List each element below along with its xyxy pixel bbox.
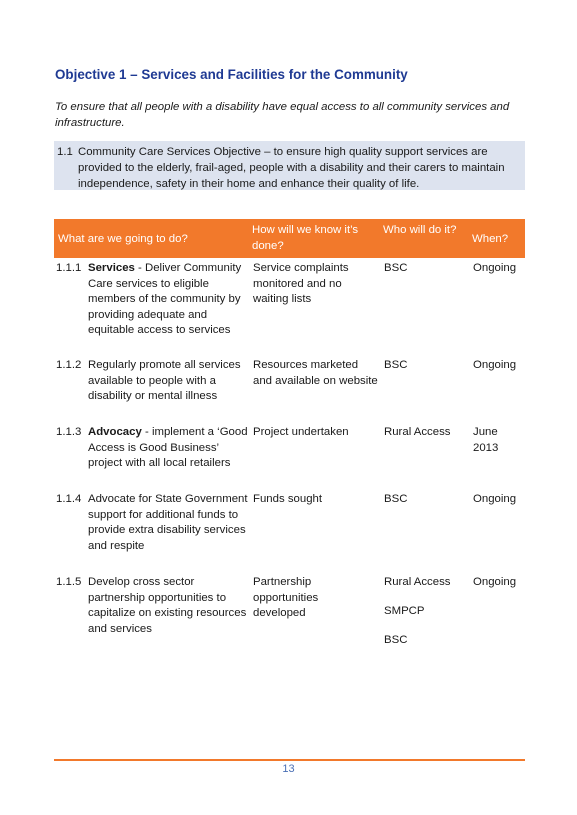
row-action-text: - Deliver Community Care services to eligible members of the community by providing adequate and equitable access to services <box>88 262 242 336</box>
header-what: What are we going to do? <box>58 233 188 245</box>
row-measure: Partnership opportunities developed <box>253 576 319 619</box>
table-header <box>54 219 525 258</box>
row-responsible: BSC <box>384 493 408 505</box>
footer-divider <box>54 759 525 761</box>
row-timing: June 2013 <box>473 426 499 454</box>
row-action: Regularly promote all services available to people with a disability or mental illness <box>88 359 241 402</box>
header-who: Who will do it? <box>383 224 457 236</box>
objective-intro: To ensure that all people with a disability have equal access to all community services and infrastructure. <box>55 101 510 129</box>
row-measure: Project undertaken <box>253 426 349 438</box>
row-action <box>88 261 248 339</box>
row-action <box>88 425 248 472</box>
page-number: 13 <box>282 763 295 775</box>
row-number: 1.1.2 <box>56 359 82 371</box>
row-responsible: BSC <box>384 359 408 371</box>
row-timing: Ongoing <box>473 493 517 505</box>
row-action: Advocate for State Government support for additional funds to provide extra disability services and respite <box>88 493 248 552</box>
row-measure: Resources marketed and available on website <box>253 359 378 387</box>
row-action-text: - implement a ‘Good Access is Good Business’ project with all local retailers <box>88 426 248 469</box>
row-number: 1.1.5 <box>56 576 82 588</box>
row-action-keyword: Advocacy <box>88 426 142 438</box>
row-timing: Ongoing <box>473 576 517 588</box>
header-when: When? <box>472 233 509 245</box>
row-number: 1.1.1 <box>56 262 82 274</box>
row-timing: Ongoing <box>473 262 517 274</box>
row-action: Develop cross sector partnership opportunities to capitalize on existing resources and services <box>88 576 247 635</box>
row-responsible: Rural Access <box>384 576 451 588</box>
header-how: How will we know it’s done? <box>252 224 359 252</box>
sub-objective-text: Community Care Services Objective – to ensure high quality support services are provided to the elderly, frail-aged, people with a disability and their carers to maintain independence, safety in their home and enhance their quality of life. <box>78 146 505 190</box>
row-measure: Funds sought <box>253 493 323 505</box>
sub-objective-number: 1.1 <box>57 146 73 158</box>
row-responsible: BSC <box>384 634 408 646</box>
row-responsible: Rural Access <box>384 426 451 438</box>
row-responsible: BSC <box>384 262 408 274</box>
sub-objective-box <box>54 141 525 190</box>
row-number: 1.1.3 <box>56 426 82 438</box>
row-responsible: SMPCP <box>384 605 425 617</box>
row-measure: Service complaints monitored and no waiting lists <box>253 262 349 305</box>
row-timing: Ongoing <box>473 359 517 371</box>
objective-heading: Objective 1 – Services and Facilities for the Community <box>55 67 408 82</box>
row-action-keyword: Services <box>88 262 135 274</box>
row-number: 1.1.4 <box>56 493 82 505</box>
